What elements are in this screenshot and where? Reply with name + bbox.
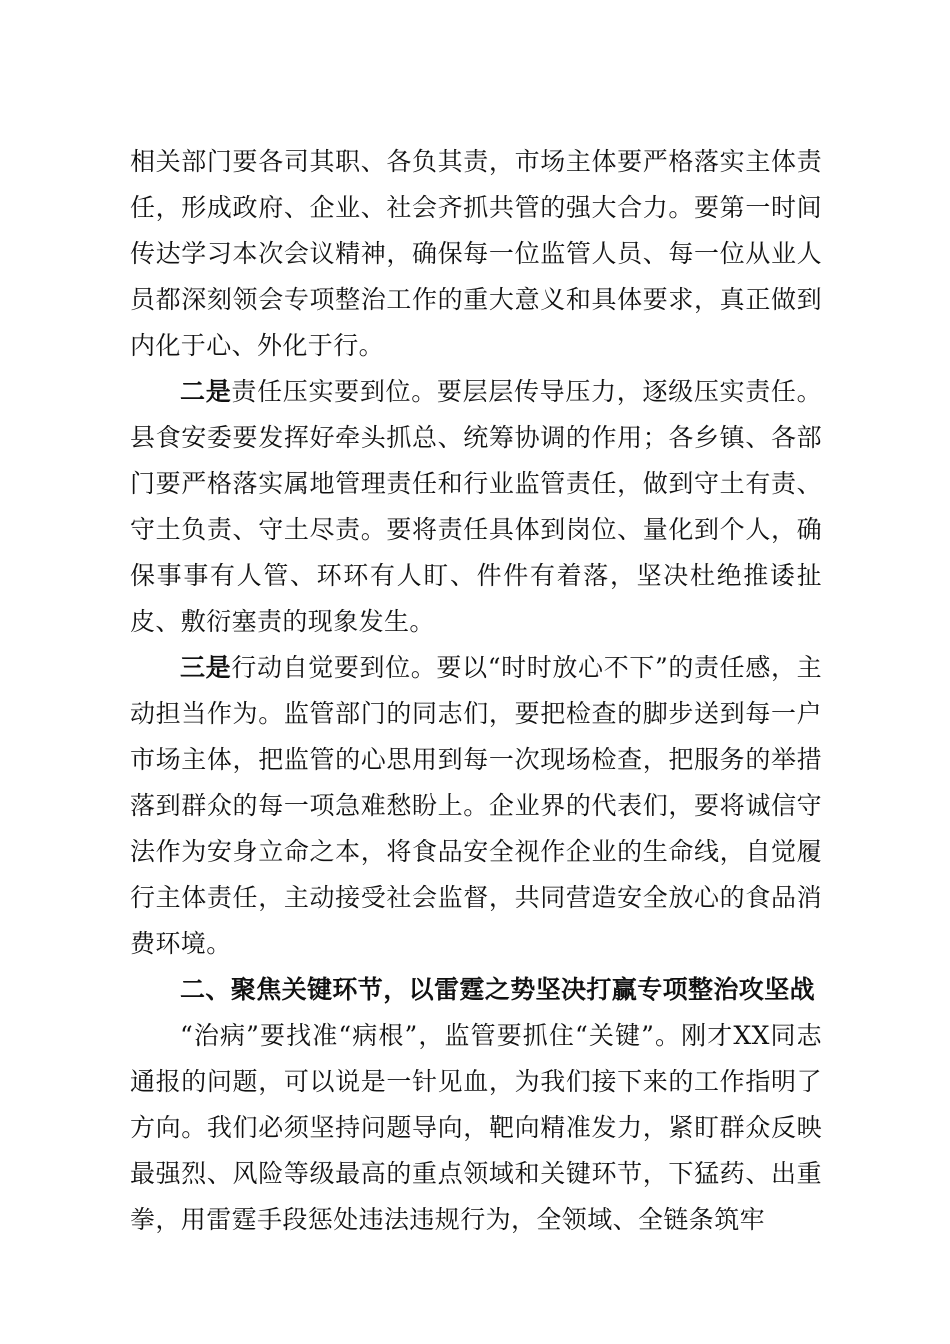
- point-three-lead: 三是: [180, 653, 232, 682]
- section-body-paragraph: [130, 1013, 822, 1243]
- section-body-text: “治病”要找准“病根”，监管要抓住“关键”。刚才XX同志通报的问题，可以说是一针见血，为我们接下来的工作指明了方向。我们必须坚持问题导向，靶向精准发力，紧盯群众反映最强烈、风险等级最高的重点领域和关键环节，下猛药、出重拳，用雷霆手段惩处违法违规行为，全领域、全链条筑牢: [130, 1021, 822, 1234]
- point-three-text: 行动自觉要到位。要以“时时放心不下”的责任感，主动担当作为。监管部门的同志们，要把检查的脚步送到每一户市场主体，把监管的心思用到每一次现场检查，把服务的举措落到群众的每一项急难愁盼上。企业界的代表们，要将诚信守法作为安身立命之本，将食品安全视作企业的生命线，自觉履行主体责任，主动接受社会监督，共同营造安全放心的食品消费环境。: [130, 653, 822, 958]
- point-three-paragraph: [130, 645, 822, 967]
- section-heading: 二、聚焦关键环节，以雷霆之势坚决打赢专项整治攻坚战: [180, 975, 816, 1004]
- continuation-text: 相关部门要各司其职、各负其责，市场主体要严格落实主体责任，形成政府、企业、社会齐抓共管的强大合力。要第一时间传达学习本次会议精神，确保每一位监管人员、每一位从业人员都深刻领会专项整治工作的重大意义和具体要求，真正做到内化于心、外化于行。: [130, 147, 822, 360]
- point-two-paragraph: [130, 369, 822, 645]
- point-two-text: 责任压实要到位。要层层传导压力，逐级压实责任。县食安委要发挥好牵头抓总、统筹协调的作用；各乡镇、各部门要严格落实属地管理责任和行业监管责任，做到守土有责、守土负责、守土尽责。要将责任具体到岗位、量化到个人，确保事事有人管、环环有人盯、件件有着落，坚决杜绝推诿扯皮、敷衍塞责的现象发生。: [130, 377, 822, 636]
- continuation-paragraph: [130, 139, 822, 369]
- document-body: [130, 139, 822, 1243]
- point-two-lead: 二是: [180, 377, 232, 406]
